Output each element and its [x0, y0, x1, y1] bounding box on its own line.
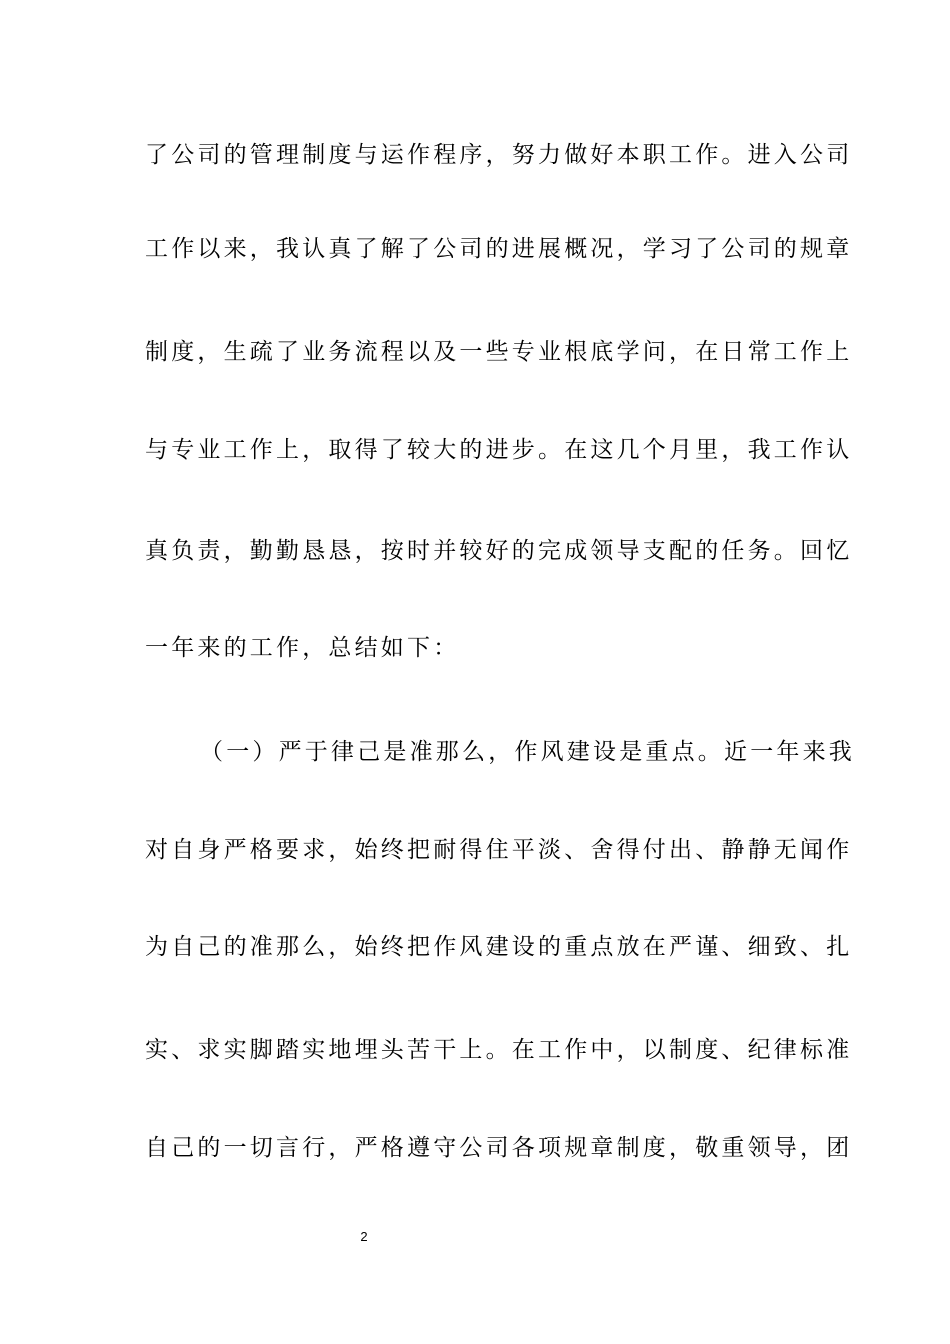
- paragraph-line: 一年来的工作，总结如下：: [145, 635, 460, 661]
- paragraph-line: 工作以来，我认真了解了公司的进展概况，学习了公司的规章: [145, 236, 853, 262]
- paragraph-line: 实、求实脚踏实地埋头苦干上。在工作中，以制度、纪律标准: [145, 1037, 853, 1063]
- paragraph-line: 与专业工作上，取得了较大的进步。在这几个月里，我工作认: [145, 437, 853, 463]
- paragraph-line: 自己的一切言行，严格遵守公司各项规章制度，敬重领导，团: [145, 1135, 853, 1161]
- page-number: 2: [360, 1229, 368, 1244]
- paragraph-line: 为自己的准那么，始终把作风建设的重点放在严谨、细致、扎: [145, 934, 853, 960]
- paragraph-line: 对自身严格要求，始终把耐得住平淡、舍得付出、静静无闻作: [145, 837, 853, 863]
- section-heading-line: （一）严于律己是准那么，作风建设是重点。近一年来我: [200, 739, 855, 765]
- paragraph-line: 真负责，勤勤恳恳，按时并较好的完成领导支配的任务。回忆: [145, 538, 853, 564]
- paragraph-line: 了公司的管理制度与运作程序，努力做好本职工作。进入公司: [145, 142, 853, 168]
- paragraph-line: 制度，生疏了业务流程以及一些专业根底学问，在日常工作上: [145, 339, 853, 365]
